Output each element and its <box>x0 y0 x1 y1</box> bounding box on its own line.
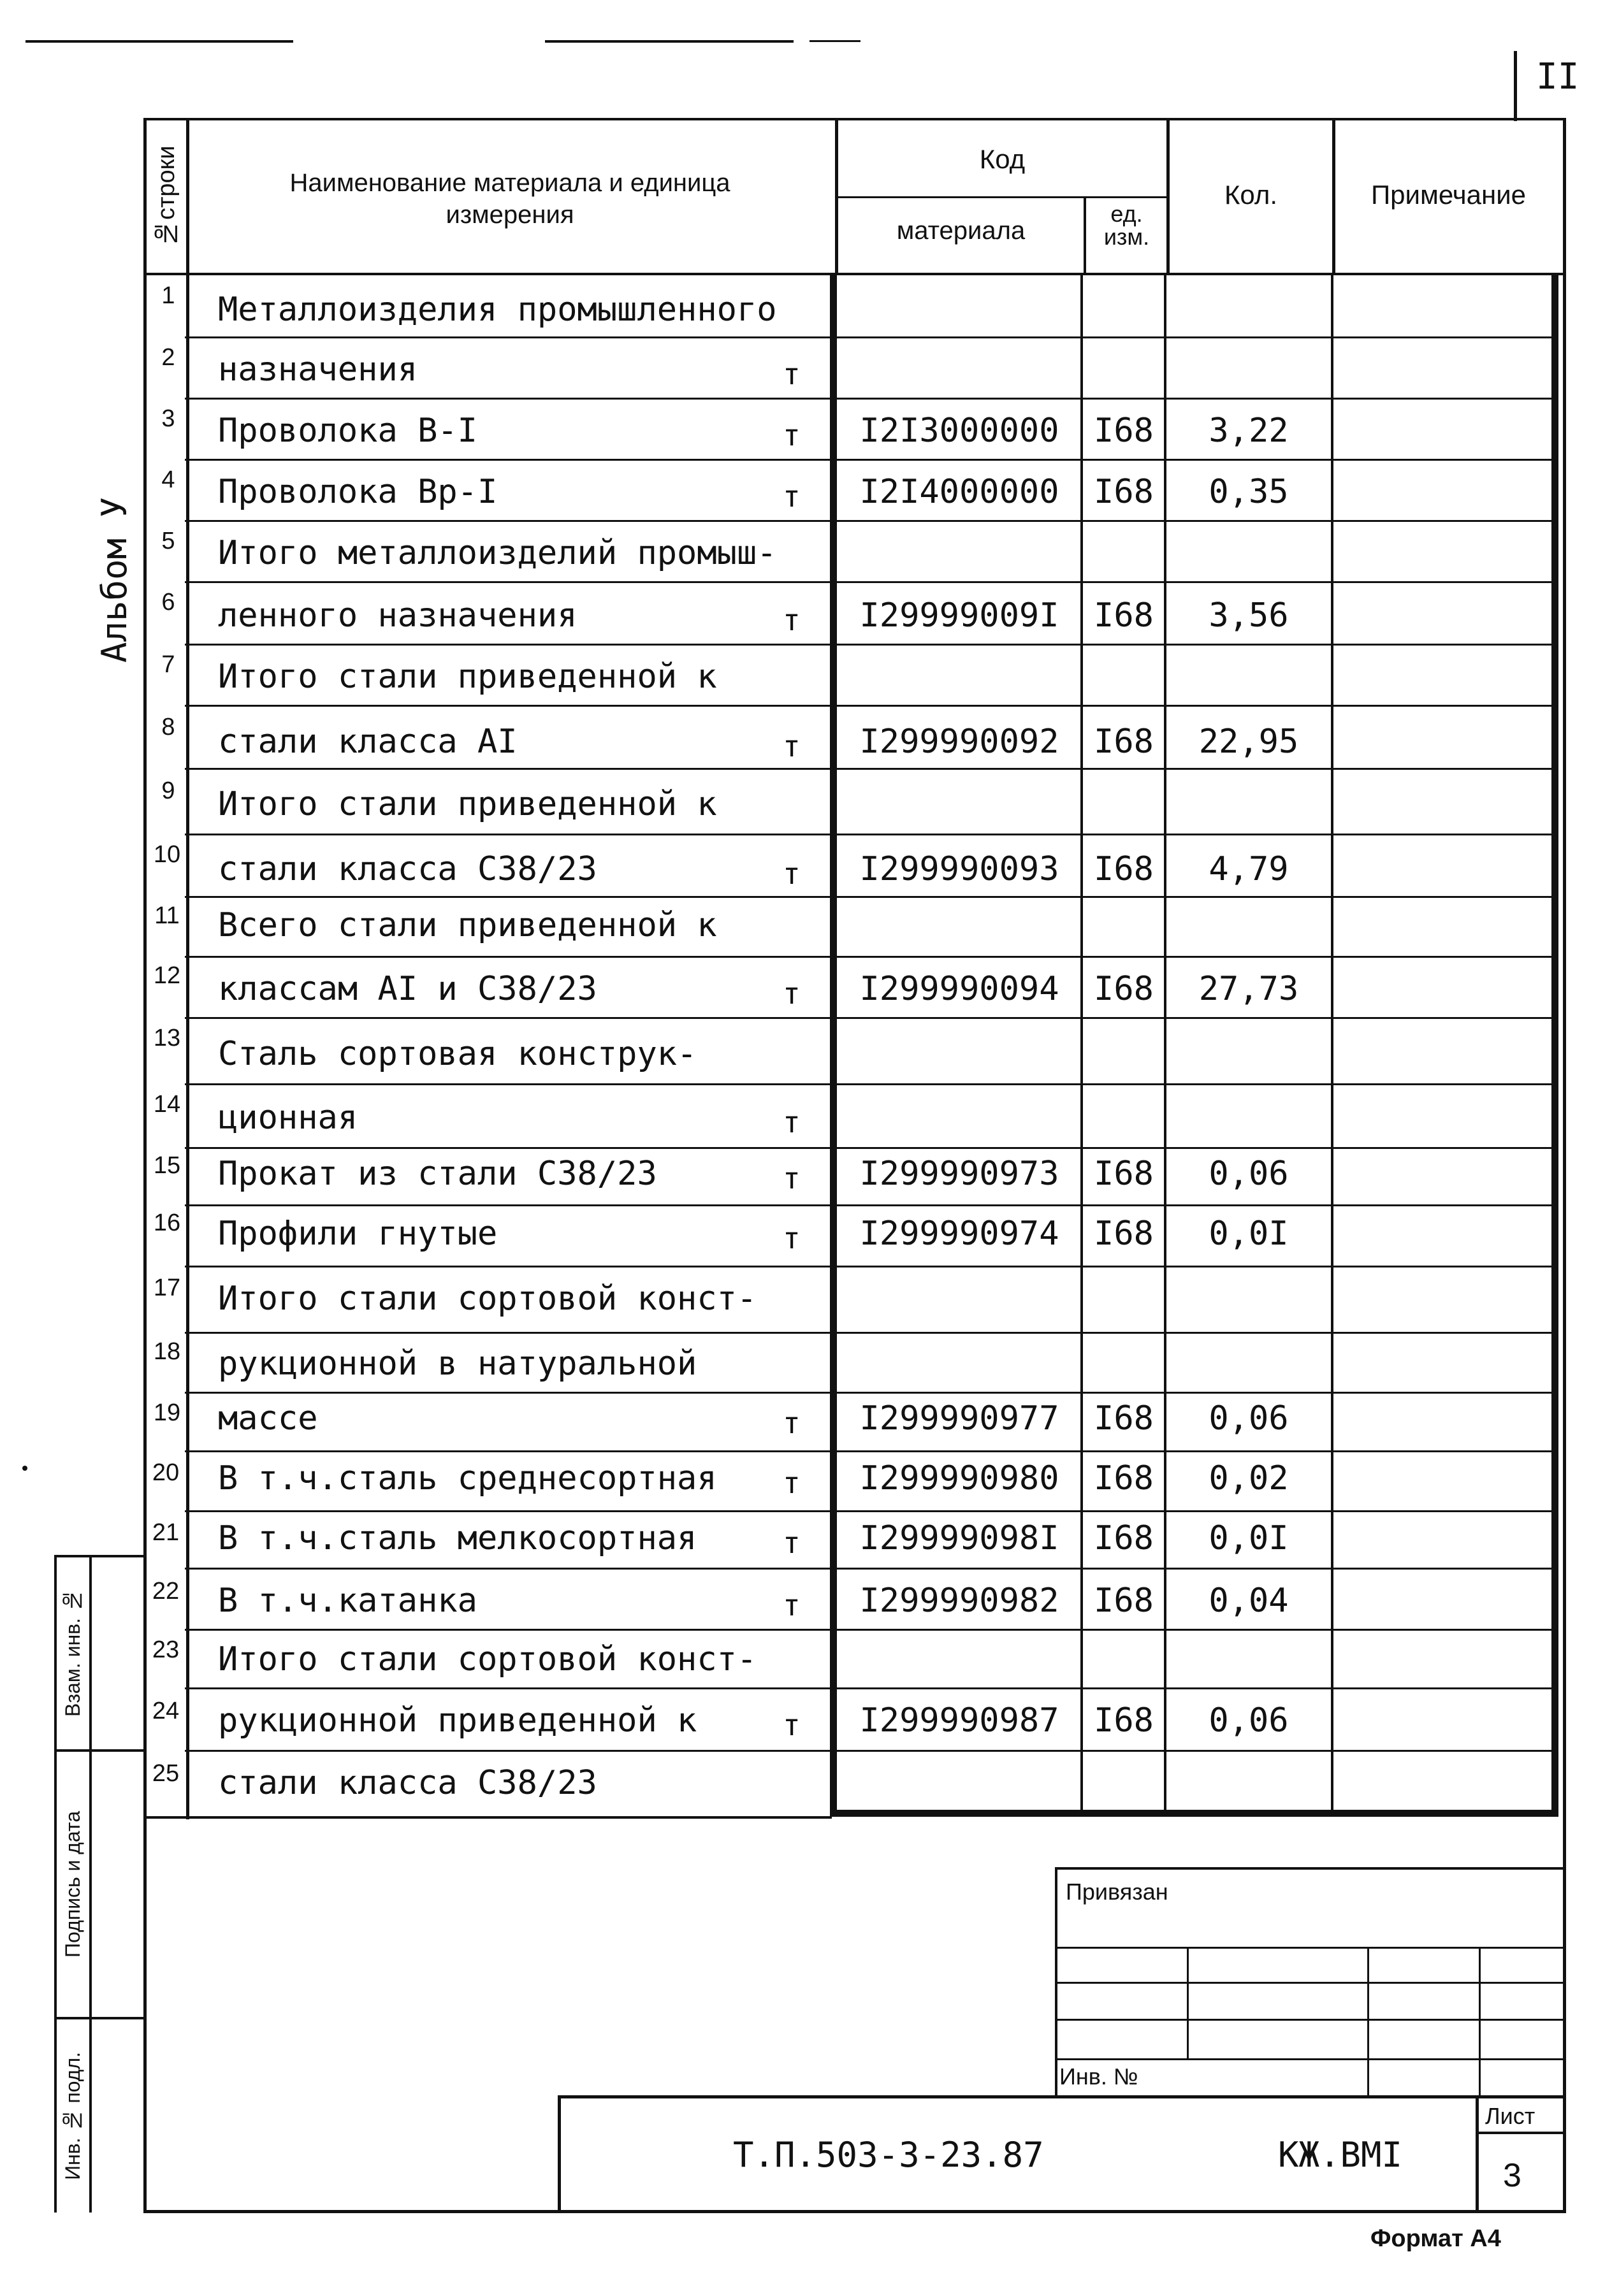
row-name: В т.ч.сталь мелкосортная <box>218 1519 697 1557</box>
row-qty: 27,73 <box>1198 970 1299 1008</box>
row-name: рукционной приведенной к <box>218 1701 697 1740</box>
row-name: Проволока Вр-I <box>218 473 498 511</box>
row-qty: 3,22 <box>1209 412 1289 450</box>
stamp-v1 <box>1187 1947 1189 2058</box>
stamp-h1 <box>1055 1947 1565 1949</box>
row-name: стали класса С38/23 <box>218 1764 597 1802</box>
row-name: классам АI и С38/23 <box>218 970 597 1008</box>
row-material-code: I2I4000000 <box>859 473 1059 511</box>
header-bottom-line <box>143 273 1565 275</box>
row-unit-code: I68 <box>1094 970 1154 1008</box>
row-qty: 0,0I <box>1209 1519 1289 1557</box>
thick-frame-bottom <box>830 1810 1558 1817</box>
row-qty: 0,35 <box>1209 473 1289 511</box>
row-number: 14 <box>153 1091 181 1118</box>
row-number: 25 <box>152 1760 180 1787</box>
row-number: 2 <box>161 344 175 371</box>
stamp-h4 <box>1055 2058 1565 2060</box>
row-name: ционная <box>218 1099 358 1137</box>
row-number: 3 <box>161 405 175 432</box>
row-unit: т <box>783 1105 801 1139</box>
col-divider-rownum <box>186 118 189 1819</box>
row-unit: т <box>783 479 801 514</box>
row-name: Всего стали приведенной к <box>218 906 717 944</box>
header-code-split-line <box>836 196 1168 198</box>
table-top-border <box>143 118 1565 120</box>
row-qty: 0,0I <box>1209 1215 1289 1253</box>
row-number: 6 <box>161 589 175 616</box>
stamp-mark: КЖ.ВМI <box>1278 2135 1403 2175</box>
row-name: Проволока В-I <box>218 412 477 450</box>
row-qty: 4,79 <box>1209 850 1289 888</box>
row-number: 18 <box>153 1338 181 1365</box>
row-unit: т <box>783 1466 801 1500</box>
stamp-list-number: 3 <box>1503 2157 1521 2194</box>
side-margin-div1 <box>54 1749 145 1752</box>
header-code: Код <box>979 144 1026 174</box>
row-number: 21 <box>152 1519 180 1546</box>
row-qty: 0,06 <box>1209 1701 1289 1740</box>
row-material-code: I299990093 <box>859 850 1059 888</box>
row-qty: 0,06 <box>1209 1399 1289 1438</box>
side-margin-left <box>54 1555 57 2213</box>
top-mark-mid <box>545 40 794 43</box>
row-unit-code: I68 <box>1094 1399 1154 1438</box>
table-left-border <box>143 118 147 2211</box>
corner-vertical-line <box>1514 51 1517 121</box>
row-unit: т <box>783 418 801 452</box>
stamp-h3 <box>1055 2019 1565 2021</box>
row-unit: т <box>783 1161 801 1195</box>
stamp-v3 <box>1479 1947 1481 2097</box>
row-unit-code: I68 <box>1094 412 1154 450</box>
row-material-code: I299990094 <box>859 970 1059 1008</box>
col-divider-code-mid <box>1084 198 1086 274</box>
row-number: 20 <box>152 1459 180 1486</box>
row-material-code: I299990974 <box>859 1215 1059 1253</box>
row-name: Сталь сортовая конструк- <box>218 1035 697 1073</box>
row-unit-code: I68 <box>1094 1519 1154 1557</box>
thick-frame-left <box>830 274 837 1816</box>
data-col-divider-qty-end <box>1331 274 1333 1813</box>
row-number: 1 <box>161 282 175 309</box>
row-unit: т <box>783 729 801 763</box>
format-label: Формат А4 <box>1370 2225 1501 2252</box>
row-material-code: I2I3000000 <box>859 412 1059 450</box>
row-material-code: I299990987 <box>859 1701 1059 1740</box>
row-number: 24 <box>152 1698 180 1724</box>
thick-frame-right <box>1551 274 1558 1816</box>
header-row-no: №строки <box>153 145 180 247</box>
table-bottom-border <box>143 2210 1566 2213</box>
row-material-code: I29999009I <box>859 596 1059 635</box>
stamp-privyazan-top <box>1055 1867 1565 1870</box>
row-unit: т <box>783 976 801 1011</box>
row-number: 10 <box>153 841 181 868</box>
side-margin-top <box>54 1555 145 1557</box>
sheet-corner-number: II <box>1536 56 1579 97</box>
row-number: 19 <box>153 1399 181 1426</box>
row-name: ленного назначения <box>218 596 577 635</box>
row-unit: т <box>783 357 801 391</box>
stamp-h2 <box>1055 1982 1565 1984</box>
row-unit: т <box>783 603 801 637</box>
row-name: стали класса АI <box>218 723 518 761</box>
side-podpis-data: Подпись и дата <box>61 1810 84 1958</box>
header-note: Примечание <box>1370 180 1527 210</box>
side-inv-podl: Инв. № подл. <box>61 2052 84 2180</box>
row-qty: 3,56 <box>1209 596 1289 635</box>
row-name: Металлоизделия промышленного <box>218 291 777 329</box>
row-number: 11 <box>154 902 180 929</box>
table-right-border <box>1563 118 1566 2211</box>
row-name: Профили гнутые <box>218 1215 498 1253</box>
stamp-main-left <box>558 2095 561 2211</box>
row-qty: 0,02 <box>1209 1459 1289 1498</box>
row-material-code: I299990982 <box>859 1582 1059 1620</box>
row-name: Итого стали сортовой конст- <box>218 1640 757 1679</box>
row-material-code: I299990092 <box>859 723 1059 761</box>
row-material-code: I29999098I <box>859 1519 1059 1557</box>
row-material-code: I299990973 <box>859 1155 1059 1193</box>
album-label: Альбом У <box>94 496 134 663</box>
row-material-code: I299990977 <box>859 1399 1059 1438</box>
row-material-code: I299990980 <box>859 1459 1059 1498</box>
row-name: Итого стали приведенной к <box>218 658 717 696</box>
row-qty: 0,06 <box>1209 1155 1289 1193</box>
row-unit-code: I68 <box>1094 1582 1154 1620</box>
stamp-list-left <box>1476 2095 1479 2211</box>
top-mark-right <box>810 40 860 42</box>
header-name: Наименование материала и единица измерения <box>289 169 730 229</box>
row-name: В т.ч.сталь среднесортная <box>218 1459 717 1498</box>
row-unit: т <box>783 1221 801 1255</box>
header-code-material: материала <box>896 217 1026 245</box>
row-unit-code: I68 <box>1094 1459 1154 1498</box>
header-qty: Кол. <box>1224 180 1278 210</box>
row-unit-code: I68 <box>1094 1155 1154 1193</box>
stamp-privyazan: Привязан <box>1066 1879 1168 1905</box>
row-unit: т <box>783 1708 801 1742</box>
row-name: стали класса С38/23 <box>218 850 597 888</box>
row-number: 15 <box>153 1152 181 1179</box>
row-name: назначения <box>218 350 418 389</box>
side-vzam-inv: Взам. инв. № <box>61 1589 84 1717</box>
side-margin-div2 <box>54 2017 145 2019</box>
row-number: 23 <box>152 1636 180 1663</box>
row-number: 8 <box>161 714 175 740</box>
row-number: 4 <box>161 466 175 493</box>
row-unit: т <box>783 1526 801 1560</box>
stamp-doc-code: Т.П.503-3-23.87 <box>733 2135 1044 2175</box>
row-number: 7 <box>161 651 175 678</box>
row-unit-code: I68 <box>1094 596 1154 635</box>
row-name: рукционной в натуральной <box>218 1345 697 1383</box>
row-number: 5 <box>161 528 175 554</box>
row-number: 13 <box>153 1025 181 1051</box>
row-unit-code: I68 <box>1094 850 1154 888</box>
row-unit-code: I68 <box>1094 473 1154 511</box>
stamp-main-top <box>558 2095 1565 2098</box>
row-unit-code: I68 <box>1094 1701 1154 1740</box>
row-name: Итого стали приведенной к <box>218 785 717 823</box>
stamp-list-h <box>1476 2132 1565 2134</box>
row-number: 9 <box>161 777 175 804</box>
row-name: Прокат из стали С38/23 <box>218 1155 657 1193</box>
row-qty: 0,04 <box>1209 1582 1289 1620</box>
top-mark-left <box>25 40 293 43</box>
row-name: Итого стали сортовой конст- <box>218 1280 757 1318</box>
row-unit-code: I68 <box>1094 723 1154 761</box>
row-number: 16 <box>153 1209 181 1236</box>
row-name: массе <box>218 1399 318 1438</box>
row-unit: т <box>783 1406 801 1440</box>
row-unit: т <box>783 1588 801 1622</box>
header-code-unit: ед. изм. <box>1103 201 1150 250</box>
side-margin-right <box>89 1555 92 2213</box>
row-number: 17 <box>153 1274 181 1301</box>
stamp-v2 <box>1367 1947 1369 2097</box>
stamp-list-label: Лист <box>1485 2103 1536 2129</box>
row-unit: т <box>783 856 801 891</box>
row-name: Итого металлоизделий промыш- <box>218 534 777 572</box>
stray-dot <box>22 1466 27 1471</box>
row-unit-code: I68 <box>1094 1215 1154 1253</box>
rows-bottom-left <box>143 1816 832 1819</box>
row-name: В т.ч.катанка <box>218 1582 477 1620</box>
stamp-inv-no: Инв. № <box>1059 2063 1138 2090</box>
row-number: 12 <box>153 962 181 989</box>
row-qty: 22,95 <box>1198 723 1299 761</box>
row-number: 22 <box>152 1578 180 1605</box>
